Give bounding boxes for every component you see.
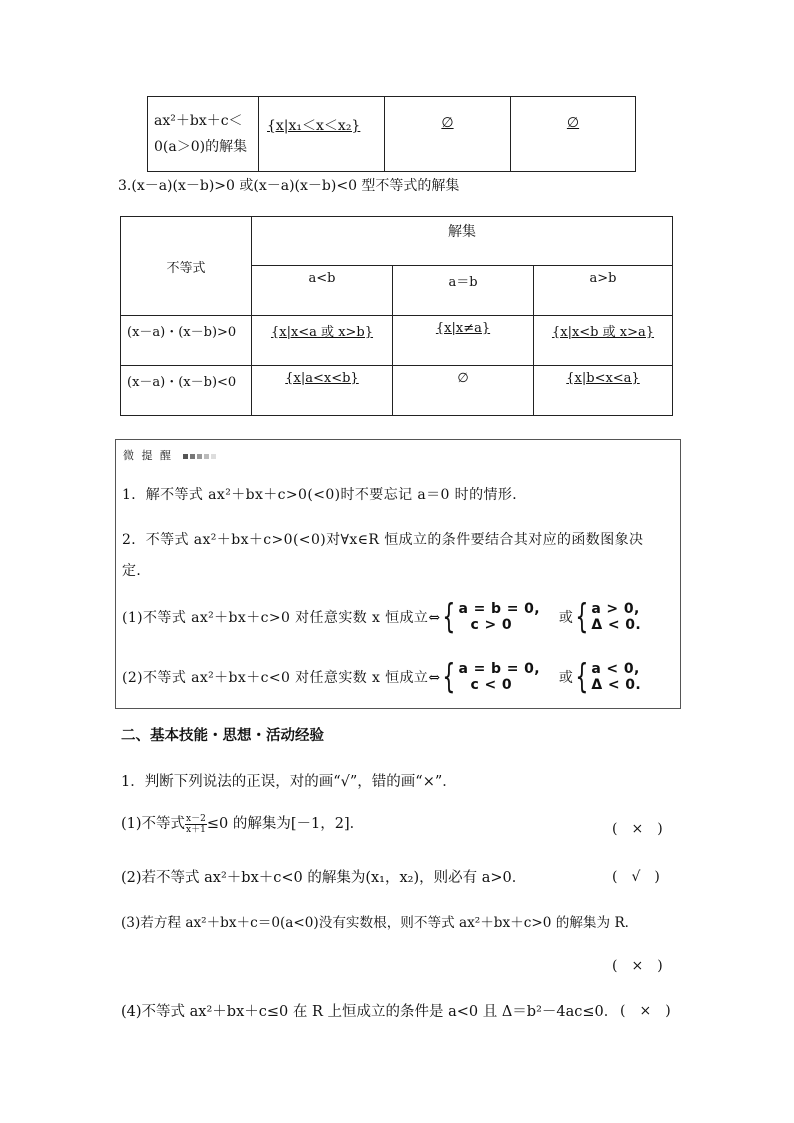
fraction-numerator: x－2 (186, 813, 206, 824)
row1-c2 (393, 316, 534, 366)
item-3: (3)若方程 ax²＋bx＋c＝0(a<0)没有实数根，则不等式 ax²＋bx＋c>0 的解集为 R． (121, 915, 639, 931)
left-brace-icon: { (575, 597, 589, 637)
table-row (121, 366, 673, 416)
dot (211, 454, 216, 459)
table-cell-solution (259, 97, 385, 172)
row1-c1-text: {x|x<a 或 x>b} (270, 325, 374, 340)
table-cell-empty-1 (385, 97, 511, 172)
case-line: Δ < 0. (591, 677, 642, 693)
tip-point-4 (122, 657, 642, 697)
answer-3: ( × ) (612, 958, 663, 974)
solution-table-partial (147, 96, 636, 172)
case-line: Δ < 0. (591, 617, 642, 633)
fraction (185, 814, 207, 835)
tip-point-3-text: (1)不等式 ax²＋bx＋c>0 对任意实数 x 恒成立⇔ (122, 610, 441, 626)
question-1: 1．判断下列说法的正误，对的画“√”，错的画“×”． (121, 774, 457, 790)
row2-c1 (252, 366, 393, 416)
row2-inequality-text: (x－a)・(x－b)<0 (127, 375, 237, 390)
row2-inequality (121, 366, 252, 416)
row1-c3-text: {x|x<b 或 x>a} (551, 325, 655, 340)
table1-col2-text: {x|x₁＜x＜x₂} (267, 118, 361, 134)
header-inequality (121, 217, 252, 316)
case-line: a < 0, (591, 661, 640, 677)
tip-box (115, 439, 681, 709)
left-brace-icon: { (442, 597, 457, 637)
table-row (148, 97, 636, 172)
item-1-post: ≤0 的解集为[－1，2]． (206, 816, 365, 832)
tip-point-2a: 2．不等式 ax²＋bx＋c>0(<0)对∀x∈R 恒成立的条件要结合其对应的函数图象决 (122, 532, 644, 548)
header-a-eq-b-text: a＝b (448, 275, 478, 290)
left-brace-icon: { (575, 657, 589, 697)
row1-c2-text: {x|x≠a} (435, 321, 491, 336)
item-4: (4)不等式 ax²＋bx＋c≤0 在 R 上恒成立的条件是 a<0 且 Δ＝b²－4ac≤0． (121, 1004, 619, 1020)
header-a-eq-b (393, 266, 534, 316)
header-a-greater-b (534, 266, 673, 316)
header-a-less-b (252, 266, 393, 316)
table-cell-empty-2 (511, 97, 636, 172)
case-line: a = b = 0, (458, 601, 540, 617)
case-line: c < 0 (470, 677, 513, 693)
table-row (121, 316, 673, 366)
case-block-2 (591, 601, 641, 633)
case-line: c > 0 (470, 617, 513, 633)
section-heading-2: 二、基本技能・思想・活动经验 (121, 728, 324, 744)
table-header-row (121, 217, 673, 266)
row2-c2-text: ∅ (457, 371, 469, 386)
header-a-greater-b-text: a>b (589, 271, 617, 286)
answer-1: ( × ) (612, 821, 663, 837)
left-brace-icon: { (442, 657, 457, 697)
row2-c3-text: {x|b<x<a} (566, 371, 640, 386)
row1-inequality-text: (x－a)・(x－b)>0 (127, 325, 237, 340)
answer-4: ( × ) (620, 1003, 671, 1019)
row2-c3 (534, 366, 673, 416)
row1-c3 (534, 316, 673, 366)
subsection-heading-3: 3.(x－a)(x－b)>0 或(x－a)(x－b)<0 型不等式的解集 (118, 178, 460, 194)
tip-point-4-text: (2)不等式 ax²＋bx＋c<0 对任意实数 x 恒成立⇔ (122, 670, 441, 686)
header-solution-text: 解集 (448, 224, 476, 240)
row2-c1-text: {x|a<x<b} (285, 371, 359, 386)
tip-header-dots (183, 449, 218, 462)
dot (197, 454, 202, 459)
tip-header-text: 微 提 醒 (123, 449, 173, 462)
case-line: a > 0, (591, 601, 640, 617)
dot (204, 454, 209, 459)
table1-col1-text: ax²＋bx＋c＜0(a＞0)的解集 (154, 113, 248, 155)
answer-2: ( √ ) (612, 869, 660, 885)
tip-point-1: 1．解不等式 ax²＋bx＋c>0(<0)时不要忘记 a＝0 时的情形． (122, 487, 527, 503)
header-solution-set (252, 217, 673, 266)
or-word: 或 (558, 670, 574, 686)
fraction-denominator: x＋1 (186, 824, 206, 835)
dot (183, 454, 188, 459)
table1-col4-text: ∅ (566, 115, 580, 131)
or-word: 或 (558, 610, 574, 626)
tip-header (123, 447, 218, 463)
tip-point-3 (122, 597, 642, 637)
item-1 (121, 812, 364, 835)
item-2: (2)若不等式 ax²＋bx＋c<0 的解集为(x₁，x₂)，则必有 a>0． (121, 870, 527, 886)
header-inequality-text: 不等式 (166, 260, 206, 276)
case-block-3 (459, 661, 541, 693)
case-block-1 (459, 601, 541, 633)
table1-col3-text: ∅ (441, 115, 454, 131)
header-a-less-b-text: a<b (308, 271, 336, 286)
dot (190, 454, 195, 459)
row1-inequality (121, 316, 252, 366)
tip-point-2b: 定． (122, 563, 151, 579)
row1-c1 (252, 316, 393, 366)
row2-c2 (393, 366, 534, 416)
case-block-4 (591, 661, 641, 693)
case-line: a = b = 0, (458, 661, 540, 677)
factored-inequality-table (120, 216, 673, 416)
item-1-pre: (1)不等式 (121, 816, 186, 832)
table-cell-inequality (148, 97, 259, 172)
